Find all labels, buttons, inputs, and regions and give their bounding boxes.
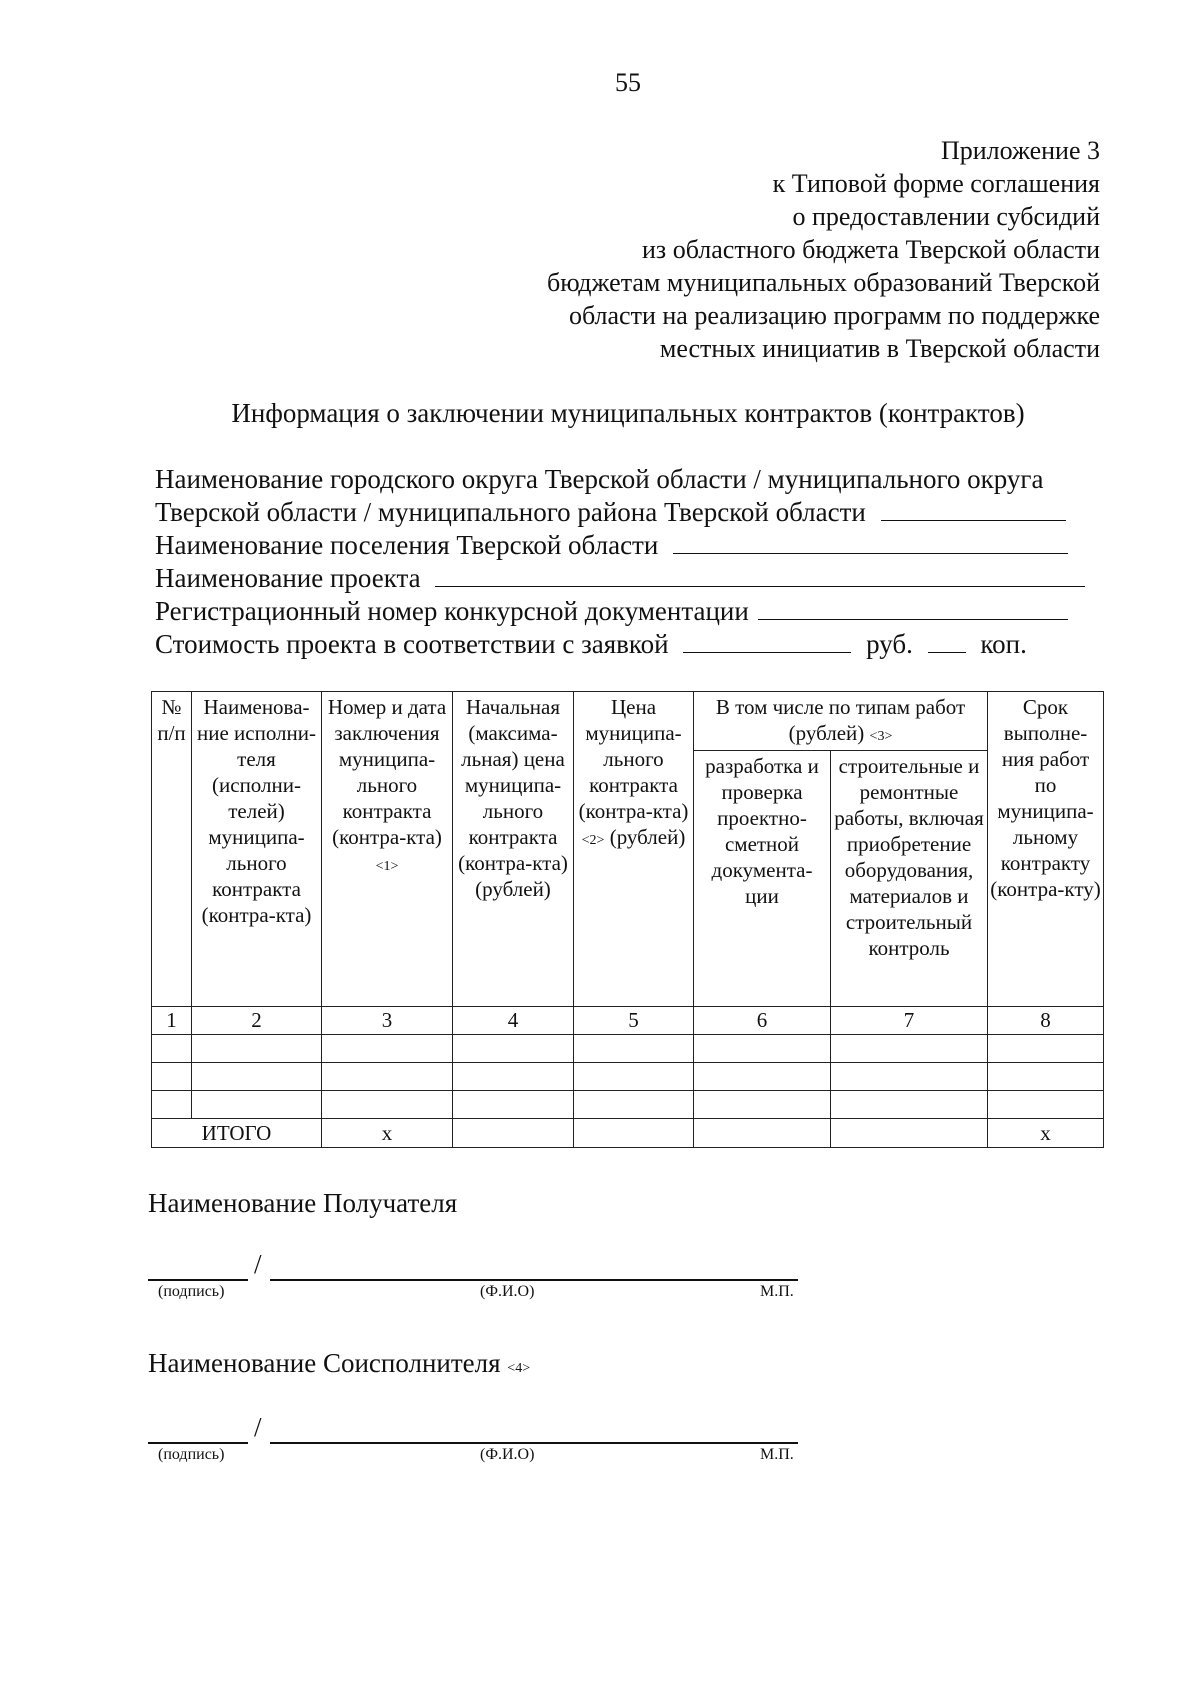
table-row: [152, 1035, 1104, 1063]
footnote-3: <3>: [869, 729, 893, 744]
settlement-label: Наименование поселения Тверской области: [155, 530, 659, 560]
table-cell[interactable]: [574, 1035, 694, 1063]
table-cell[interactable]: [152, 1035, 192, 1063]
signature-caption: (подпись): [158, 1446, 225, 1463]
column-number: 5: [574, 1007, 694, 1035]
table-cell[interactable]: [453, 1063, 574, 1091]
rub-label: руб.: [866, 629, 913, 659]
slash-separator: /: [254, 1412, 262, 1442]
project-blank[interactable]: [435, 564, 1085, 587]
registration-blank[interactable]: [758, 597, 1068, 620]
recipient-title-text: Наименование Получателя: [148, 1188, 458, 1218]
footnote-1: <1>: [375, 859, 399, 874]
coexecutor-title: [148, 1348, 530, 1379]
table-row: [152, 1063, 1104, 1091]
table-cell[interactable]: [192, 1035, 322, 1063]
table-cell[interactable]: [831, 1035, 988, 1063]
municipality-field-line2: [155, 496, 1102, 529]
recipient-signature-line: [148, 1249, 798, 1300]
table-cell[interactable]: [988, 1063, 1104, 1091]
header-work-types: [694, 692, 988, 751]
municipality-label-1: Наименование городского округа Тверской области / муниципального округа: [155, 464, 1044, 494]
project-field: [155, 562, 1102, 595]
header-contract-price-text: Цена муниципа-льного контракта (контра-кта): [578, 695, 689, 823]
stamp-caption: М.П.: [760, 1283, 794, 1300]
annex-line: местных инициатив в Тверской области: [659, 334, 1100, 363]
header-design-docs: разработка и проверка проектно-сметной документа-ции: [694, 751, 831, 1007]
cost-kop-blank[interactable]: [928, 630, 966, 653]
table-cell[interactable]: [322, 1063, 453, 1091]
header-contract-price: [574, 692, 694, 1007]
table-cell[interactable]: [152, 1091, 192, 1119]
slash-separator: /: [254, 1249, 262, 1279]
header-number: № п/п: [152, 692, 192, 1007]
table-cell[interactable]: [574, 1091, 694, 1119]
header-deadline: Срок выполне-ния работ по муниципа-льному контракту (контра-кту): [988, 692, 1104, 1007]
annex-line: о предоставлении субсидий: [792, 202, 1100, 231]
cost-label: Стоимость проекта в соответствии с заявкой: [155, 629, 669, 659]
coexecutor-name-blank[interactable]: [270, 1442, 798, 1444]
municipality-label-2: Тверской области / муниципального района Тверской области: [155, 497, 866, 527]
annex-block: [547, 134, 1100, 365]
table-cell[interactable]: [322, 1035, 453, 1063]
table-cell[interactable]: [574, 1063, 694, 1091]
table-cell[interactable]: [694, 1035, 831, 1063]
name-caption: (Ф.И.О): [480, 1446, 535, 1463]
recipient-name-blank[interactable]: [270, 1279, 798, 1281]
table-cell[interactable]: [453, 1035, 574, 1063]
recipient-title: [148, 1188, 457, 1219]
header-construction-works: строительные и ремонтные работы, включая приобретение оборудования, материалов и строительный контроль: [831, 751, 988, 1007]
municipality-field-line1: [155, 463, 1102, 496]
cost-field: [155, 628, 1102, 661]
annex-line: из областного бюджета Тверской области: [642, 235, 1100, 264]
footnote-4: <4>: [507, 1361, 531, 1376]
coexecutor-signature-line: [148, 1412, 798, 1463]
total-label: ИТОГО: [152, 1119, 322, 1148]
column-number: 4: [453, 1007, 574, 1035]
table-cell[interactable]: [152, 1063, 192, 1091]
table-cell[interactable]: [694, 1063, 831, 1091]
registration-label: Регистрационный номер конкурсной документации: [155, 596, 749, 626]
table-cell[interactable]: [574, 1119, 694, 1148]
annex-line: бюджетам муниципальных образований Тверской: [546, 268, 1100, 297]
column-number: 8: [988, 1007, 1104, 1035]
annex-line: Приложение 3: [940, 136, 1100, 165]
registration-field: [155, 595, 1102, 628]
header-work-types-text: В том числе по типам работ (рублей): [715, 695, 966, 745]
contracts-table-wrap: [151, 691, 1103, 1148]
recipient-signature-blank[interactable]: [148, 1279, 248, 1281]
form-fields: [155, 463, 1102, 661]
table-row: [152, 1091, 1104, 1119]
table-cell[interactable]: [694, 1119, 831, 1148]
project-label: Наименование проекта: [155, 563, 421, 593]
stamp-caption: М.П.: [760, 1446, 794, 1463]
municipality-blank[interactable]: [881, 498, 1066, 521]
table-cell[interactable]: [831, 1091, 988, 1119]
coexecutor-signature-blank[interactable]: [148, 1442, 248, 1444]
contracts-table: [151, 691, 1104, 1148]
total-cell-col3: х: [322, 1119, 453, 1148]
table-cell[interactable]: [831, 1119, 988, 1148]
header-executor: Наименова-ние исполни-теля (исполни-телей) муниципа-льного контракта (контра-кта): [192, 692, 322, 1007]
coexecutor-title-text: Наименование Соисполнителя: [148, 1348, 501, 1378]
total-row: [152, 1119, 1104, 1148]
column-numbers-row: [152, 1007, 1104, 1035]
page-number: 55: [615, 68, 641, 97]
total-cell-col8: х: [988, 1119, 1104, 1148]
footnote-2: <2>: [581, 833, 605, 848]
table-cell[interactable]: [322, 1091, 453, 1119]
header-contract-number-date: [322, 692, 453, 1007]
header-contract-price-unit: (рублей): [609, 825, 686, 849]
table-cell[interactable]: [988, 1035, 1104, 1063]
column-number: 6: [694, 1007, 831, 1035]
header-contract-number-date-text: Номер и дата заключения муниципа-льного контракта (контра-кта): [327, 695, 447, 849]
table-cell[interactable]: [192, 1091, 322, 1119]
cost-rub-blank[interactable]: [683, 630, 851, 653]
column-number: 2: [192, 1007, 322, 1035]
name-caption: (Ф.И.О): [480, 1283, 535, 1300]
table-cell[interactable]: [831, 1063, 988, 1091]
document-title: Информация о заключении муниципальных контрактов (контрактов): [231, 398, 1025, 428]
column-number: 1: [152, 1007, 192, 1035]
table-cell[interactable]: [694, 1091, 831, 1119]
annex-line: области на реализацию программ по поддержке: [568, 301, 1100, 330]
table-cell[interactable]: [192, 1063, 322, 1091]
header-initial-price: Начальная (максима-льная) цена муниципа-льного контракта (контра-кта) (рублей): [453, 692, 574, 1007]
settlement-blank[interactable]: [673, 531, 1068, 554]
column-number: 3: [322, 1007, 453, 1035]
kop-label: коп.: [980, 629, 1027, 659]
table-cell[interactable]: [988, 1091, 1104, 1119]
settlement-field: [155, 529, 1102, 562]
table-cell[interactable]: [453, 1091, 574, 1119]
column-number: 7: [831, 1007, 988, 1035]
signature-caption: (подпись): [158, 1283, 225, 1300]
table-cell[interactable]: [453, 1119, 574, 1148]
annex-line: к Типовой форме соглашения: [772, 169, 1100, 198]
